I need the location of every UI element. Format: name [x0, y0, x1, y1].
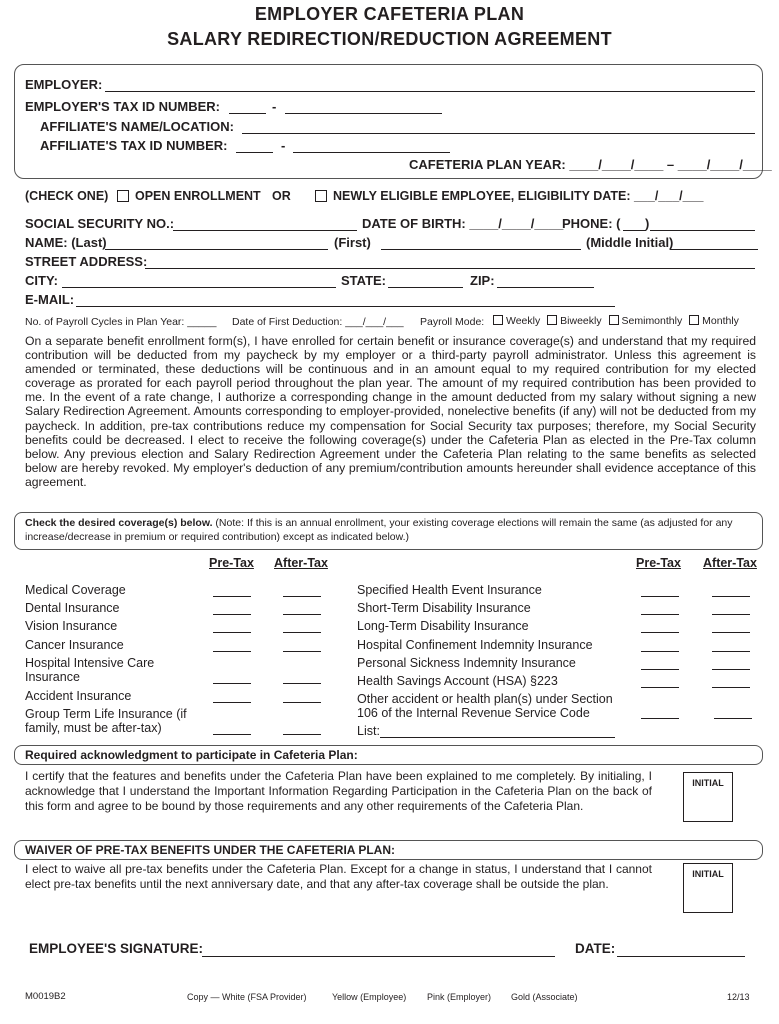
dash: -	[272, 99, 277, 114]
coverage-instruction-bold: Check the desired coverage(s) below.	[25, 517, 213, 529]
revision-date: 12/13	[727, 992, 750, 1002]
hospital-confinement-pretax-blank[interactable]	[641, 651, 679, 652]
coverage-item-vision: Vision Insurance	[25, 619, 118, 633]
zip-field[interactable]	[497, 287, 594, 288]
coverage-item-short-term-disability: Short-Term Disability Insurance	[357, 601, 531, 615]
semimonthly-label: Semimonthly	[621, 315, 683, 327]
list-label: List:	[357, 724, 380, 738]
vision-pretax-blank[interactable]	[213, 632, 251, 633]
left-aftertax-header: After-Tax	[274, 556, 328, 570]
middle-initial-field[interactable]	[670, 249, 758, 250]
middle-initial-label: (Middle Initial)	[586, 235, 674, 250]
signature-date-label: DATE:	[575, 941, 616, 956]
first-deduction-label[interactable]: Date of First Deduction: ___/___/___	[232, 316, 404, 328]
other-plans-list-field[interactable]	[380, 737, 615, 738]
or-label: OR	[272, 189, 291, 203]
hsa-aftertax-blank[interactable]	[712, 687, 750, 688]
medical-pretax-blank[interactable]	[213, 596, 251, 597]
group-life-pretax-blank[interactable]	[213, 734, 251, 735]
accident-pretax-blank[interactable]	[213, 702, 251, 703]
right-aftertax-header: After-Tax	[703, 556, 757, 570]
city-label: CITY:	[25, 273, 58, 288]
state-label: STATE:	[341, 273, 387, 288]
employee-signature-field[interactable]	[202, 956, 555, 957]
biweekly-checkbox[interactable]	[547, 315, 557, 325]
coverage-instruction	[25, 516, 750, 544]
name-first-label: (First)	[334, 235, 371, 250]
city-field[interactable]	[62, 287, 336, 288]
other-plans-aftertax-blank[interactable]	[714, 718, 752, 719]
email-label: E-MAIL:	[25, 292, 75, 307]
payroll-mode-label: Payroll Mode:	[420, 316, 485, 328]
employer-label: EMPLOYER:	[25, 77, 103, 92]
affiliate-name-label: AFFILIATE'S NAME/LOCATION:	[40, 119, 234, 134]
semimonthly-checkbox[interactable]	[609, 315, 619, 325]
phone-area-code-field[interactable]	[623, 230, 646, 231]
coverage-item-other-plans: Other accident or health plan(s) under Section 106 of the Internal Revenue Service Code	[357, 692, 613, 720]
hospital-confinement-aftertax-blank[interactable]	[712, 651, 750, 652]
personal-sickness-aftertax-blank[interactable]	[712, 669, 750, 670]
dental-aftertax-blank[interactable]	[283, 614, 321, 615]
specified-health-pretax-blank[interactable]	[641, 596, 679, 597]
employer-tax-id-field[interactable]	[285, 113, 442, 114]
open-enrollment-checkbox[interactable]	[117, 190, 129, 202]
biweekly-label: Biweekly	[560, 315, 602, 327]
coverage-item-hsa: Health Savings Account (HSA) §223	[357, 674, 558, 688]
newly-eligible-label: NEWLY ELIGIBLE EMPLOYEE, ELIGIBILITY DATE: ___/___/___	[333, 189, 704, 203]
ltd-aftertax-blank[interactable]	[712, 632, 750, 633]
cancer-aftertax-blank[interactable]	[283, 651, 321, 652]
acknowledgment-initial-box[interactable]: INITIAL	[683, 772, 733, 822]
copy-white-label: Copy — White (FSA Provider)	[187, 992, 307, 1002]
coverage-item-cancer: Cancer Insurance	[25, 638, 124, 652]
agreement-paragraph: On a separate benefit enrollment form(s), I have enrolled for certain benefit or insurance coverage(s) and understand that my required contribution will be deducted from my paycheck by my employer or a third-party payroll administrator. Unless this agreement is amended or terminated, these deductions will be continuous and in an amount equal to my required contribution for my elected coverage as prorated for each payroll period throughout the plan year. The amount of my required contribution has been provided to me. In the event of a rate change, I authorize a corresponding change in the amount deducted from my salary without signing a new Salary Redirection Agreement. Amounts corresponding to employer-provided, nonelective benefits (if any) will not be deducted from my paycheck. In addition, pre-tax contributions reduce my compensation for Social Security tax purposes; therefore, my Social Security benefits could be decreased. I elect to receive the following coverage(s) under the Cafeteria Plan as elected in the Pre-Tax column below. Any previous election and Salary Redirection Agreement under the Cafeteria Plan relating to the same benefits as selected below are hereby revoked. My employer's deduction of any premium/contribution amounts hereunder shall evidence acceptance of this agreement.	[25, 334, 756, 489]
accident-aftertax-blank[interactable]	[283, 702, 321, 703]
medical-aftertax-blank[interactable]	[283, 596, 321, 597]
personal-sickness-pretax-blank[interactable]	[641, 669, 679, 670]
dental-pretax-blank[interactable]	[213, 614, 251, 615]
coverage-item-group-term-life: Group Term Life Insurance (if family, must be after-tax)	[25, 707, 187, 735]
state-field[interactable]	[388, 287, 463, 288]
coverage-instruction-note: (Note: If this is an annual enrollment, your existing coverage elections will remain the same (as adjusted for any increase/decrease in premium or required contribution) except as indicated below.)	[25, 517, 733, 543]
employer-tax-id-label: EMPLOYER'S TAX ID NUMBER:	[25, 99, 220, 114]
open-enrollment-label: OPEN ENROLLMENT	[135, 189, 261, 203]
copy-pink-label: Pink (Employer)	[427, 992, 492, 1002]
hospital-icu-pretax-blank[interactable]	[213, 683, 251, 684]
waiver-initial-box[interactable]: INITIAL	[683, 863, 733, 913]
weekly-checkbox[interactable]	[493, 315, 503, 325]
group-life-aftertax-blank[interactable]	[283, 734, 321, 735]
ltd-pretax-blank[interactable]	[641, 632, 679, 633]
signature-date-field[interactable]	[617, 956, 745, 957]
phone-paren: )	[645, 216, 650, 231]
acknowledgment-heading: Required acknowledgment to participate in Cafeteria Plan:	[25, 748, 358, 762]
other-plans-pretax-blank[interactable]	[641, 718, 679, 719]
first-name-field[interactable]	[381, 249, 581, 250]
monthly-label: Monthly	[702, 315, 739, 327]
employer-tax-id-field-prefix[interactable]	[229, 113, 266, 114]
form-code: M0019B2	[25, 991, 66, 1002]
coverage-item-personal-sickness: Personal Sickness Indemnity Insurance	[357, 656, 576, 670]
newly-eligible-checkbox[interactable]	[315, 190, 327, 202]
specified-health-aftertax-blank[interactable]	[712, 596, 750, 597]
hsa-pretax-blank[interactable]	[641, 687, 679, 688]
phone-label: PHONE: (	[562, 216, 621, 231]
date-of-birth-label[interactable]: DATE OF BIRTH: ____/____/____	[362, 216, 564, 231]
hospital-icu-aftertax-blank[interactable]	[283, 683, 321, 684]
affiliate-tax-id-field[interactable]	[293, 152, 450, 153]
std-pretax-blank[interactable]	[641, 614, 679, 615]
zip-label: ZIP:	[470, 273, 495, 288]
employee-signature-label: EMPLOYEE'S SIGNATURE:	[29, 941, 203, 956]
vision-aftertax-blank[interactable]	[283, 632, 321, 633]
form-subtitle: SALARY REDIRECTION/REDUCTION AGREEMENT	[167, 29, 612, 49]
monthly-checkbox[interactable]	[689, 315, 699, 325]
cancer-pretax-blank[interactable]	[213, 651, 251, 652]
affiliate-tax-id-field-prefix[interactable]	[236, 152, 273, 153]
weekly-label: Weekly	[506, 315, 541, 327]
check-one-label: (CHECK ONE)	[25, 189, 109, 203]
coverage-item-medical: Medical Coverage	[25, 583, 126, 597]
payroll-mode-options	[493, 315, 739, 327]
ssn-label: SOCIAL SECURITY NO.:	[25, 216, 175, 231]
acknowledgment-text: I certify that the features and benefits under the Cafeteria Plan have been explained to me completely. By initialing, I acknowledge that I understand the Important Information Regarding Participation in the Cafeteria Plan on the back of this form and agree to be bound by those requirements and any other requirements of the Cafeteria Plan.	[25, 769, 652, 813]
last-name-field[interactable]	[105, 249, 328, 250]
dash: -	[281, 138, 286, 153]
payroll-cycles-label[interactable]: No. of Payroll Cycles in Plan Year: _____	[25, 316, 217, 328]
waiver-heading: WAIVER OF PRE-TAX BENEFITS UNDER THE CAFETERIA PLAN:	[25, 843, 396, 857]
employer-field[interactable]	[105, 91, 755, 92]
std-aftertax-blank[interactable]	[712, 614, 750, 615]
email-field[interactable]	[76, 306, 615, 307]
form-title: EMPLOYER CAFETERIA PLAN	[254, 4, 525, 24]
waiver-text: I elect to waive all pre-tax benefits under the Cafeteria Plan. Except for a change in status, I understand that I cannot elect pre-tax benefits until the next anniversary date, and that any after-tax coverage shall be outside the plan.	[25, 862, 652, 891]
street-address-label: STREET ADDRESS:	[25, 254, 148, 269]
copy-yellow-label: Yellow (Employee)	[332, 992, 407, 1002]
affiliate-name-field[interactable]	[242, 133, 755, 134]
coverage-item-specified-health-event: Specified Health Event Insurance	[357, 583, 542, 597]
coverage-item-hospital-intensive-care: Hospital Intensive Care Insurance	[25, 656, 155, 684]
phone-field[interactable]	[650, 230, 755, 231]
cafeteria-plan-year-label[interactable]: CAFETERIA PLAN YEAR: ____/____/____ – ____/____/____	[409, 157, 772, 172]
coverage-item-long-term-disability: Long-Term Disability Insurance	[357, 619, 529, 633]
affiliate-tax-id-label: AFFILIATE'S TAX ID NUMBER:	[40, 138, 228, 153]
street-address-field[interactable]	[145, 268, 755, 269]
coverage-item-dental: Dental Insurance	[25, 601, 120, 615]
coverage-item-accident: Accident Insurance	[25, 689, 132, 703]
name-last-label: NAME: (Last)	[25, 235, 107, 250]
coverage-item-hospital-confinement: Hospital Confinement Indemnity Insurance	[357, 638, 593, 652]
copy-gold-label: Gold (Associate)	[511, 992, 578, 1002]
ssn-field[interactable]	[173, 230, 357, 231]
right-pretax-header: Pre-Tax	[636, 556, 681, 570]
left-pretax-header: Pre-Tax	[209, 556, 254, 570]
